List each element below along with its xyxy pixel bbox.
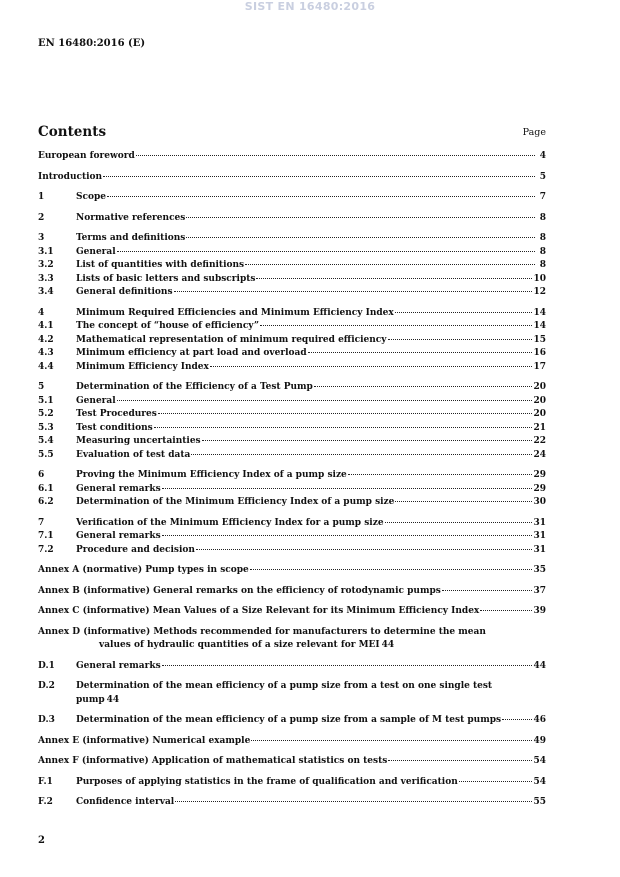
toc-entry-number: 3.4 (38, 287, 54, 297)
toc-entry[interactable] (38, 286, 546, 300)
toc-entry-title: Determination of the mean efficiency of a pump size from a test on one single test (76, 681, 493, 691)
toc-entry-title: Annex F (informative) Application of mathematical statistics on tests (38, 756, 388, 766)
toc-entry[interactable] (38, 755, 546, 769)
toc-entry-title: General remarks (76, 660, 161, 671)
toc-entry[interactable] (38, 517, 546, 531)
dot-leader (162, 664, 533, 666)
toc-entry-page: 20 (533, 395, 546, 406)
toc-entry-title: Proving the Minimum Efficiency Index of a pump size (76, 470, 347, 480)
dot-leader (388, 338, 533, 340)
dot-leader (395, 311, 533, 313)
page-number: 2 (38, 835, 45, 846)
toc-entry[interactable] (38, 626, 546, 653)
dot-leader (117, 250, 535, 252)
dot-leader (162, 534, 533, 536)
toc-entry-page: 44 (381, 640, 395, 650)
toc-entry-page: 10 (533, 273, 546, 284)
toc-entry-number: 6.2 (38, 497, 54, 507)
toc-entry[interactable] (38, 735, 546, 749)
toc-entry-title: Annex A (normative) Pump types in scope (38, 565, 249, 575)
toc-entry-number: F.2 (38, 797, 53, 807)
toc-entry-page: 14 (533, 321, 546, 331)
toc-entry[interactable] (38, 714, 546, 728)
toc-entry-page: 49 (533, 735, 546, 746)
toc-entry-number: 4.4 (38, 361, 54, 372)
toc-entry-title: Scope (76, 192, 107, 202)
dot-leader (191, 453, 532, 455)
toc-entry-page: 8 (539, 233, 546, 243)
dot-leader (103, 175, 535, 177)
toc-entry[interactable] (38, 483, 546, 497)
toc-entry-number: 4 (38, 307, 45, 318)
toc-entry-number: 2 (38, 212, 45, 223)
toc-entry-title: Lists of basic letters and subscripts (76, 273, 256, 284)
toc-entry-page: 31 (533, 517, 546, 528)
toc-entry[interactable] (38, 246, 546, 260)
dot-leader (251, 739, 532, 741)
toc-entry[interactable] (38, 232, 546, 246)
toc-entry[interactable] (38, 660, 546, 674)
dot-leader (196, 548, 533, 550)
toc-entry-title: Measuring uncertainties (76, 436, 201, 446)
toc-entry-page: 12 (533, 287, 546, 297)
toc-entry-page: 30 (533, 497, 546, 507)
toc-entry-number: 5.5 (38, 449, 54, 460)
toc-entry-page: 16 (533, 348, 546, 358)
dot-leader (154, 426, 533, 428)
toc-entry[interactable] (38, 680, 546, 707)
toc-entry-number: 4.2 (38, 334, 54, 345)
toc-entry-number: 5.4 (38, 436, 54, 446)
toc-entry-page: 35 (533, 565, 546, 575)
dot-leader (308, 351, 533, 353)
toc-entry[interactable] (38, 422, 546, 436)
dot-leader (245, 263, 535, 265)
toc-entry-title-continued: values of hydraulic quantities of a size relevant for MEI (99, 640, 380, 650)
toc-entry[interactable] (38, 150, 546, 164)
toc-entry-title: Minimum Required Efficiencies and Minimum Efficiency Index (76, 307, 394, 318)
toc-entry-page: 44 (106, 694, 120, 705)
toc-entry-number: 6 (38, 470, 45, 480)
toc-entry-number: D.2 (38, 681, 55, 691)
toc-entry-page: 44 (533, 660, 546, 671)
dot-leader (395, 500, 532, 502)
toc-entry-title: Confidence interval (76, 797, 175, 807)
dot-leader (459, 780, 533, 782)
toc-entry-number: 3.2 (38, 260, 54, 270)
toc-entry-page: 29 (533, 483, 546, 494)
dot-leader (502, 718, 532, 720)
toc-entry-title: Terms and definitions (76, 233, 186, 243)
toc-entry-title: General remarks (76, 531, 161, 541)
toc-entry-page: 24 (533, 449, 546, 460)
toc-entry[interactable] (38, 796, 546, 810)
toc-entry-title: Minimum Efficiency Index (76, 361, 209, 372)
dot-leader (388, 759, 532, 761)
toc-entry-number: 3.1 (38, 246, 54, 257)
toc-entry-title: Annex E (informative) Numerical example (38, 735, 251, 746)
toc-entry-number: D.3 (38, 715, 55, 725)
toc-entry[interactable] (38, 334, 546, 348)
toc-entry-title: Annex B (informative) General remarks on the efficiency of rotodynamic pumps (38, 585, 441, 596)
toc-entry-number: 7.2 (38, 544, 54, 555)
toc-entry[interactable] (38, 191, 546, 205)
toc-entry-title: Evaluation of test data (76, 449, 191, 460)
toc-entry-number: 1 (38, 192, 45, 202)
dot-leader (442, 589, 533, 591)
dot-leader (210, 365, 533, 367)
dot-leader (250, 568, 533, 570)
toc-entry[interactable] (38, 776, 546, 790)
toc-entry-page: 31 (533, 544, 546, 555)
toc-entry-page: 7 (539, 192, 546, 202)
document-id: EN 16480:2016 (E) (38, 38, 146, 49)
toc-entry-title: Annex D (informative) Methods recommended for manufacturers to determine the mean (38, 626, 486, 637)
toc-entry-title: Test conditions (76, 422, 153, 433)
toc-entry-title: The concept of “house of efficiency” (76, 321, 260, 331)
dot-leader (260, 324, 532, 326)
dot-leader (256, 277, 532, 279)
toc-entry[interactable] (38, 381, 546, 395)
dot-leader (385, 521, 533, 523)
toc-entry[interactable] (38, 347, 546, 361)
toc-entry-title: General remarks (76, 483, 161, 494)
toc-entry[interactable] (38, 496, 546, 510)
dot-leader (314, 385, 533, 387)
toc-entry-number: 4.3 (38, 348, 54, 358)
dot-leader (480, 609, 532, 611)
toc-entry[interactable] (38, 435, 546, 449)
toc-entry-page: 4 (539, 151, 546, 161)
toc-entry-page: 20 (533, 409, 546, 419)
table-of-contents (38, 150, 546, 810)
toc-entry-number: 3.3 (38, 273, 54, 284)
toc-entry[interactable] (38, 408, 546, 422)
toc-entry-title: Purposes of applying statistics in the frame of qualification and verification (76, 776, 458, 787)
dot-leader (175, 800, 532, 802)
toc-entry-page: 54 (533, 776, 546, 787)
toc-entry-title: Normative references (76, 212, 186, 223)
contents-heading: Contents (38, 124, 107, 140)
toc-entry-page: 21 (533, 422, 546, 433)
toc-entry-title: General definitions (76, 287, 173, 297)
toc-entry[interactable] (38, 212, 546, 226)
toc-entry-number: 5.3 (38, 422, 54, 433)
toc-entry-title: Verification of the Minimum Efficiency Index for a pump size (76, 517, 384, 528)
toc-entry[interactable] (38, 530, 546, 544)
toc-entry-title: Procedure and decision (76, 544, 195, 555)
toc-entry-title: General (76, 246, 116, 257)
dot-leader (186, 236, 535, 238)
toc-entry[interactable] (38, 544, 546, 558)
toc-entry-title: Introduction (38, 171, 103, 182)
toc-entry-page: 15 (533, 334, 546, 345)
watermark: SIST EN 16480:2016 (244, 0, 376, 13)
toc-entry-page: 46 (533, 715, 546, 725)
toc-entry[interactable] (38, 320, 546, 334)
toc-entry-page: 8 (539, 212, 546, 223)
toc-entry-page: 14 (533, 307, 546, 318)
toc-entry-page: 29 (533, 470, 546, 480)
toc-entry-number: 3 (38, 233, 45, 243)
toc-entry[interactable] (38, 605, 546, 619)
toc-entry-title: Test Procedures (76, 409, 157, 419)
toc-entry-page: 22 (533, 436, 546, 446)
toc-entry-title: Determination of the Efficiency of a Test Pump (76, 382, 313, 392)
toc-entry-number: 6.1 (38, 483, 54, 494)
toc-entry-number: 5 (38, 382, 45, 392)
toc-entry-page: 5 (539, 171, 546, 182)
toc-entry-number: 5.2 (38, 409, 54, 419)
dot-leader (107, 195, 535, 197)
toc-entry-title: European foreword (38, 151, 135, 161)
dot-leader (162, 487, 533, 489)
toc-entry-title: Annex C (informative) Mean Values of a Size Relevant for its Minimum Efficiency Index (38, 606, 480, 616)
dot-leader (174, 290, 533, 292)
toc-entry-title: Determination of the Minimum Efficiency Index of a pump size (76, 497, 395, 507)
toc-entry-number: D.1 (38, 660, 55, 671)
toc-entry-title: Minimum efficiency at part load and overload (76, 348, 307, 358)
toc-entry-number: 7.1 (38, 531, 54, 541)
toc-entry-number: 7 (38, 517, 45, 528)
dot-leader (186, 216, 535, 218)
dot-leader (348, 473, 533, 475)
toc-entry[interactable] (38, 361, 546, 375)
dot-leader (136, 154, 535, 156)
toc-entry-title: Mathematical representation of minimum required efficiency (76, 334, 387, 345)
toc-entry-page: 17 (533, 361, 546, 372)
toc-entry-page: 37 (533, 585, 546, 596)
toc-entry[interactable] (38, 449, 546, 463)
toc-entry-title: Determination of the mean efficiency of a pump size from a sample of M test pumps (76, 715, 502, 725)
toc-entry[interactable] (38, 171, 546, 185)
toc-entry[interactable] (38, 585, 546, 599)
toc-entry-title-continued: pump (76, 694, 105, 705)
toc-entry[interactable] (38, 307, 546, 321)
dot-leader (202, 439, 533, 441)
dot-leader (158, 412, 533, 414)
toc-entry[interactable] (38, 259, 546, 273)
toc-entry-page: 31 (533, 531, 546, 541)
toc-entry[interactable] (38, 469, 546, 483)
toc-entry-number: 4.1 (38, 321, 54, 331)
dot-leader (117, 399, 533, 401)
toc-entry[interactable] (38, 564, 546, 578)
toc-entry-number: F.1 (38, 776, 53, 787)
toc-entry[interactable] (38, 395, 546, 409)
toc-entry[interactable] (38, 273, 546, 287)
toc-entry-page: 54 (533, 756, 546, 766)
toc-entry-page: 8 (539, 260, 546, 270)
page-column-label: Page (522, 127, 546, 138)
toc-entry-page: 20 (533, 382, 546, 392)
toc-entry-page: 39 (533, 606, 546, 616)
toc-entry-title: List of quantities with definitions (76, 260, 245, 270)
toc-entry-page: 55 (533, 797, 546, 807)
toc-entry-page: 8 (539, 246, 546, 257)
toc-entry-title: General (76, 395, 116, 406)
toc-entry-number: 5.1 (38, 395, 54, 406)
